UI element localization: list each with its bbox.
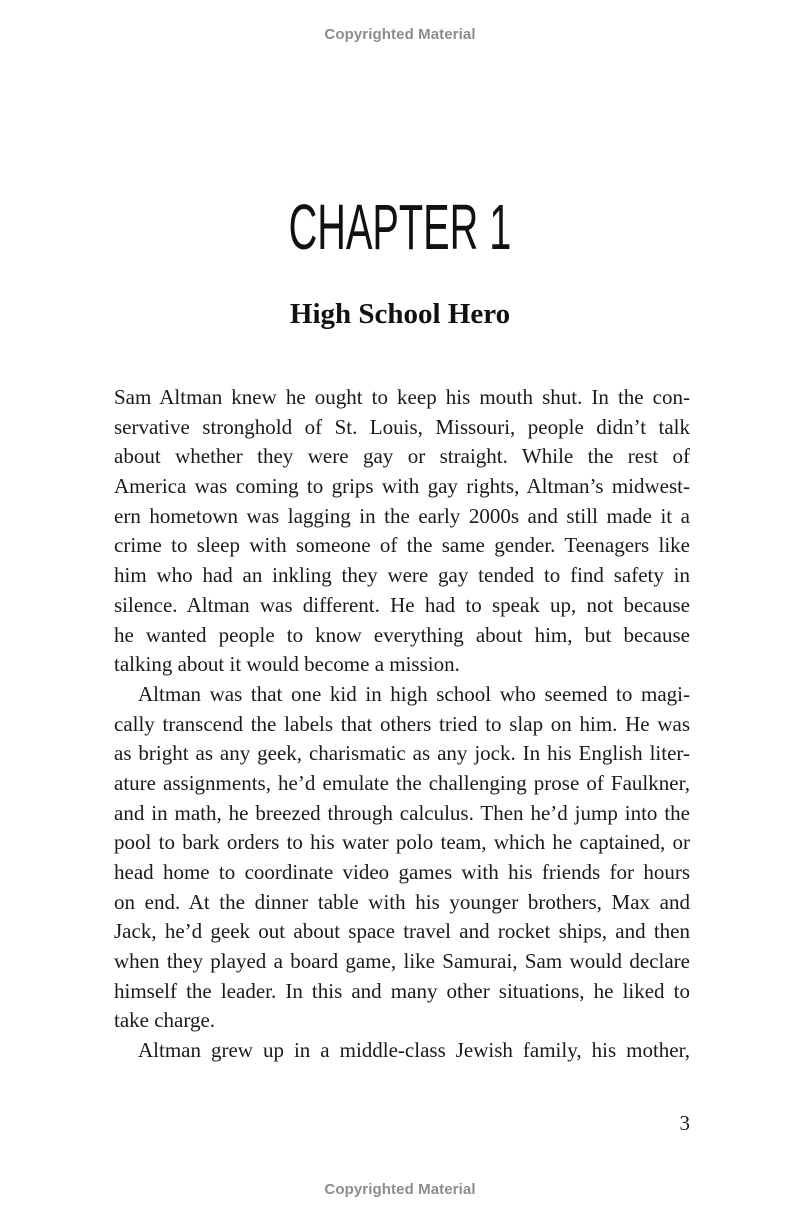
text-line: ature assignments, he’d emulate the challenging prose of Faulkner, bbox=[114, 770, 690, 795]
text-line: silence. Altman was different. He had to speak up, not because bbox=[114, 592, 690, 617]
text-line: on end. At the dinner table with his younger brothers, Max and bbox=[114, 889, 690, 914]
text-line: talking about it would become a mission. bbox=[114, 652, 460, 677]
text-line: crime to sleep with someone of the same gender. Teenagers like bbox=[114, 533, 690, 558]
text-line: take charge. bbox=[114, 1008, 216, 1033]
paragraph-2 bbox=[114, 680, 690, 1036]
text-line: about whether they were gay or straight. While the rest of bbox=[114, 444, 690, 469]
text-line: he wanted people to know everything about him, but because bbox=[114, 622, 690, 647]
chapter-subtitle: High School Hero bbox=[289, 298, 511, 330]
copyright-watermark-bottom: Copyrighted Material bbox=[324, 1181, 476, 1198]
text-line: servative stronghold of St. Louis, Missouri, people didn’t talk bbox=[114, 414, 690, 439]
text-line: cally transcend the labels that others tried to slap on him. He was bbox=[114, 711, 690, 736]
copyright-watermark-top: Copyrighted Material bbox=[324, 26, 476, 43]
body-text bbox=[114, 383, 690, 1066]
text-line: pool to bark orders to his water polo team, which he captained, or bbox=[114, 830, 690, 855]
text-line: Altman grew up in a middle-class Jewish family, his mother, bbox=[138, 1038, 690, 1063]
text-line: head home to coordinate video games with his friends for hours bbox=[114, 860, 690, 884]
paragraph-3 bbox=[114, 1036, 690, 1066]
text-line: Jack, he’d geek out about space travel and rocket ships, and then bbox=[114, 919, 690, 944]
text-line: ern hometown was lagging in the early 2000s and still made it a bbox=[114, 503, 690, 528]
page-number: 3 bbox=[679, 1111, 690, 1135]
text-line: Sam Altman knew he ought to keep his mouth shut. In the con- bbox=[114, 385, 690, 409]
text-line: America was coming to grips with gay rights, Altman’s midwest- bbox=[114, 474, 690, 499]
text-line: him who had an inkling they were gay tended to find safety in bbox=[114, 563, 690, 588]
chapter-title: CHAPTER 1 bbox=[288, 191, 512, 263]
text-line: himself the leader. In this and many other situations, he liked to bbox=[114, 978, 690, 1003]
text-line: Altman was that one kid in high school who seemed to magi- bbox=[138, 681, 690, 706]
text-line: and in math, he breezed through calculus. Then he’d jump into the bbox=[114, 800, 690, 825]
paragraph-1 bbox=[114, 383, 690, 680]
text-line: as bright as any geek, charismatic as any jock. In his English liter- bbox=[114, 741, 690, 766]
text-line: when they played a board game, like Samurai, Sam would declare bbox=[114, 949, 690, 974]
